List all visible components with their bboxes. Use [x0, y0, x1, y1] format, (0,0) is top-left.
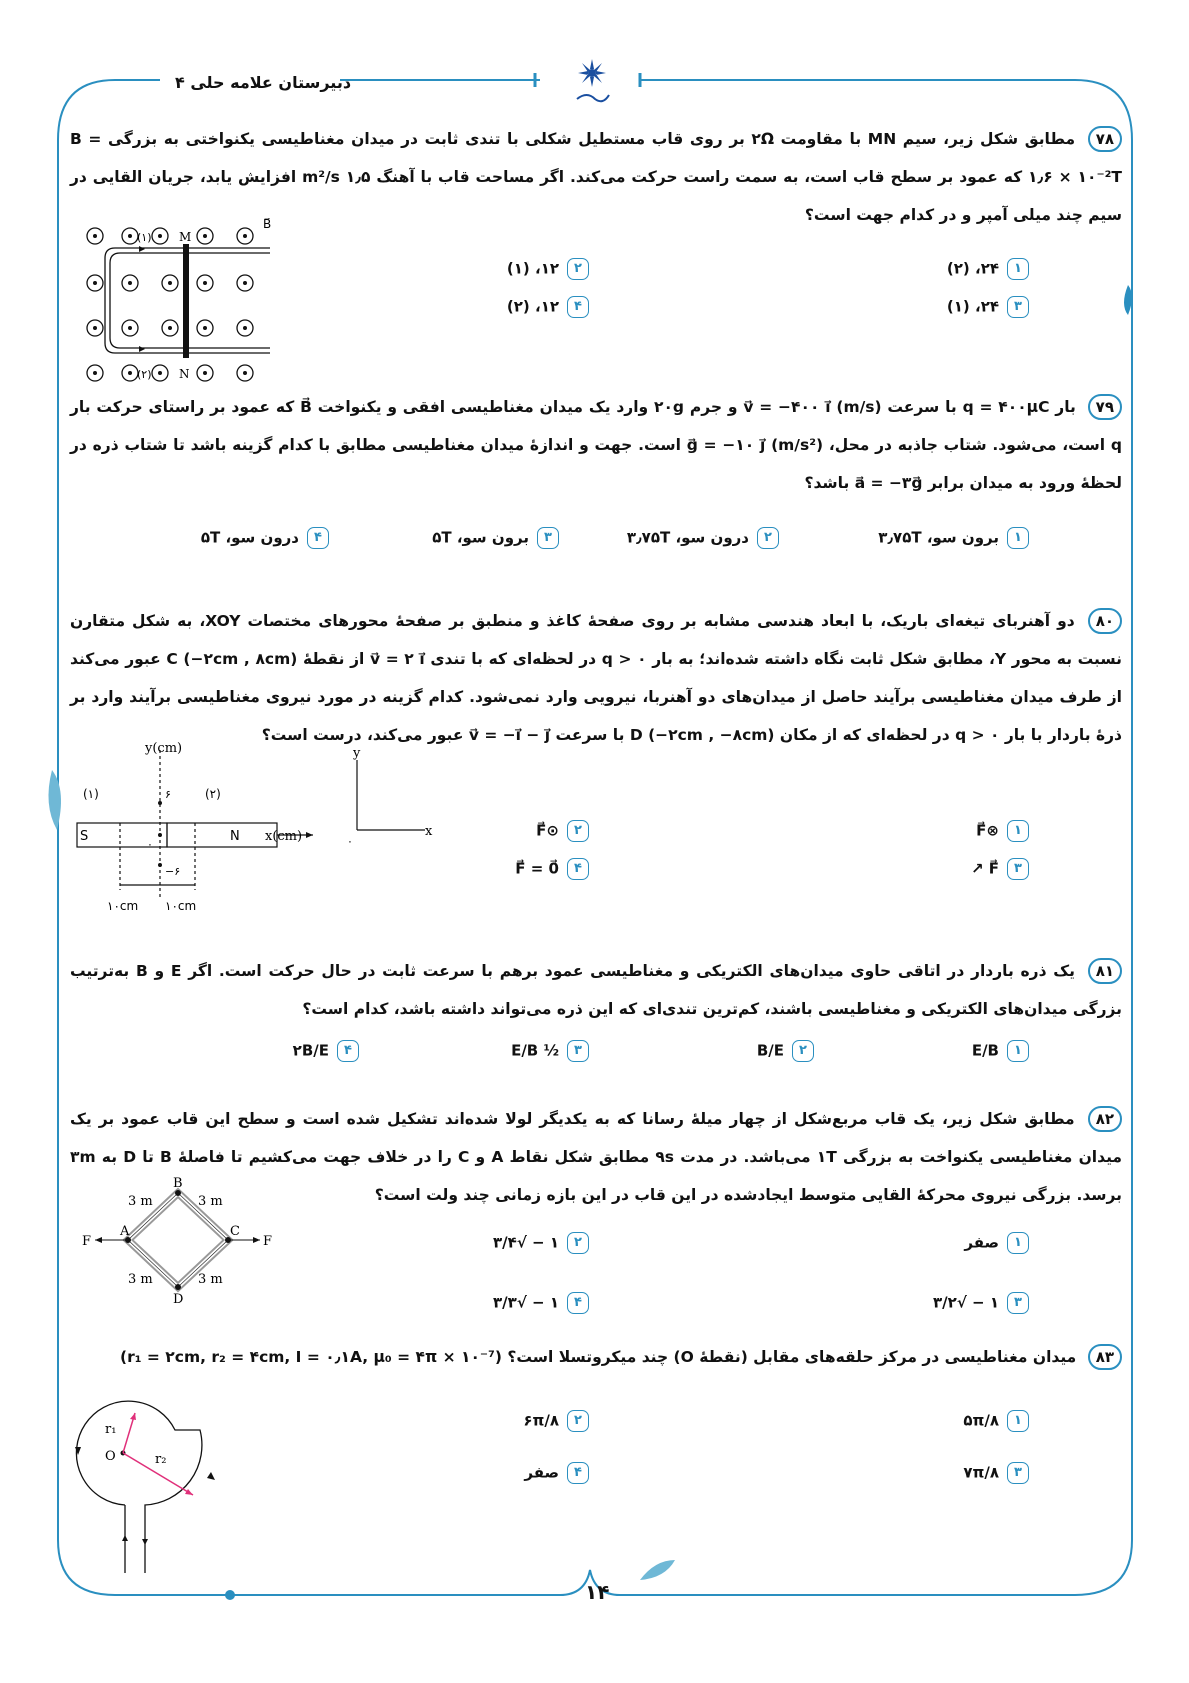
question-number: ۷۸: [1088, 126, 1122, 152]
svg-text:(۲): (۲): [137, 368, 152, 381]
svg-text:x: x: [425, 824, 433, 839]
option-4[interactable]: ۴۲B/E: [293, 1040, 359, 1062]
svg-text:۰: ۰: [347, 835, 353, 848]
question-text: دو آهنربای تیغه‌ای باریک، با ابعاد هندسی مشابه بر روی صفحهٔ کاغذ و منطبق بر صفحهٔ محورهای مختصات XOY، به شکل متقارن نسبت به محور Y، مطابق شکل ثابت نگاه داشته شده‌اند؛ به بار q > ۰ در لحظه‌ای که با تندی v⃗ = ۲ i⃗ از نقطهٔ C (−۲cm , ۸cm) عبور می‌کند از طرف میدان مغناطیسی برآیند حاصل از میدان‌های دو آهنربا، نیرویی وارد نمی‌شود. کدام گزینه در مورد نیروی مغناطیسی برآیند وارد بر ذرهٔ باردار با بار q > ۰ در لحظه‌ای که از مکان D (−۲cm , −۸cm) با سرعت v⃗ = −i⃗ − j⃗ عبور می‌کند، درست است؟: [70, 612, 1122, 744]
option-1[interactable]: ۱۲۴، (۲): [947, 258, 1029, 280]
question-text: بار q = ۴۰۰μC با سرعت v⃗ = −۴۰۰ i⃗ (m/s) و جرم ۲۰g وارد یک میدان مغناطیسی افقی و یکنواخت B⃗ که عمود بر راستای حرکت بار q است، می‌شود. شتاب جاذبه در محل، g⃗ = −۱۰ j⃗ (m/s²) است. جهت و اندازهٔ میدان مغناطیسی مطابق با کدام گزینه باشد تا شتاب ذره در لحظهٔ ورود به میدان برابر a⃗ = −۳g⃗ باشد؟: [70, 398, 1122, 492]
svg-text:(۱): (۱): [83, 787, 99, 801]
option-3[interactable]: ۳برون سو، ۵T: [432, 527, 559, 549]
question-number: ۸۰: [1088, 608, 1122, 634]
option-3[interactable]: ۳۲۴، (۱): [947, 296, 1029, 318]
option-3[interactable]: ۳۱ − √۳/۲: [933, 1292, 1029, 1314]
question-text: مطابق شکل زیر، سیم MN با مقاومت ۲Ω بر روی قاب مستطیل شکلی با تندی ثابت در میدان مغناطیسی یکنواختی به بزرگی B = ۱٫۶ × ۱۰⁻²T که عمود بر سطح قاب است، به سمت راست حرکت می‌کند. اگر مساحت قاب با آهنگ ۱٫۵ m²/s افزایش یابد، جریان القایی در سیم چند میلی آمپر و در کدام جهت است؟: [70, 130, 1122, 224]
question-79: [70, 388, 1122, 502]
question-80: [70, 602, 1122, 754]
svg-text:C: C: [230, 1224, 240, 1239]
option-1[interactable]: ۱E/B: [972, 1040, 1029, 1062]
option-3[interactable]: ۳½ E/B: [511, 1040, 589, 1062]
option-4[interactable]: ۴درون سو، ۵T: [201, 527, 329, 549]
option-2[interactable]: ۲۱ − √۳/۴: [493, 1232, 589, 1254]
svg-text:F: F: [263, 1234, 273, 1249]
option-4[interactable]: ۴F⃗ = 0⃗: [515, 858, 589, 880]
option-2[interactable]: ۲۶π/۸: [523, 1410, 589, 1432]
svg-text:(۱): (۱): [137, 231, 152, 244]
field-label: B⃗: [263, 218, 272, 231]
option-2[interactable]: ۲درون سو، ۳٫۷۵T: [627, 527, 779, 549]
option-4[interactable]: ۴۱۲، (۲): [507, 296, 589, 318]
question-text: مطابق شکل زیر، یک قاب مربع‌شکل از چهار میلهٔ رسانا که به یکدیگر لولا شده‌اند تشکیل شده است و سطح این قاب عمود بر یک میدان مغناطیسی یکنواخت به بزرگی ۱T می‌باشد. در مدت ۹s مطابق شکل نقاط A و C را در خلاف جهت می‌کشیم تا فاصلهٔ B تا D به ۳m برسد. بزرگی نیروی محرکهٔ القایی متوسط ایجادشده در این قاب در این بازه زمانی چند ولت است؟: [70, 1110, 1122, 1204]
svg-text:−۶: −۶: [165, 865, 181, 878]
svg-text:r₂: r₂: [155, 1452, 167, 1467]
svg-text:۶: ۶: [165, 788, 171, 801]
question-78: [70, 120, 1122, 234]
svg-text:F: F: [82, 1234, 92, 1249]
option-1[interactable]: ۱۵π/۸: [963, 1410, 1029, 1432]
question-number: ۷۹: [1088, 394, 1122, 420]
svg-text:r₁: r₁: [105, 1422, 117, 1437]
svg-text:3 m: 3 m: [198, 1272, 223, 1287]
svg-text:۰: ۰: [147, 838, 153, 851]
option-2[interactable]: ۲۱۲، (۱): [507, 258, 589, 280]
svg-text:(۲): (۲): [205, 787, 221, 801]
option-2[interactable]: ۲⊙F⃗: [536, 820, 589, 842]
svg-text:D: D: [173, 1292, 184, 1305]
question-text: میدان مغناطیسی در مرکز حلقه‌های مقابل (نقطهٔ O) چند میکروتسلا است؟ (r₁ = ۲cm, r₂ = ۴cm, I = ۰٫۱A, μ₀ = ۴π × ۱۰⁻⁷): [120, 1348, 1077, 1366]
svg-text:S: S: [80, 829, 89, 844]
svg-text:O: O: [105, 1449, 116, 1464]
question-number: ۸۳: [1088, 1344, 1122, 1370]
svg-text:x(cm): x(cm): [265, 829, 303, 844]
svg-text:N: N: [179, 367, 190, 381]
figure-78-circuit: [75, 218, 285, 388]
question-number: ۸۱: [1088, 958, 1122, 984]
svg-text:M: M: [179, 230, 192, 244]
school-logo-icon: [567, 55, 617, 107]
svg-text:3 m: 3 m: [128, 1194, 153, 1209]
svg-text:N: N: [230, 829, 240, 844]
option-4[interactable]: ۴۱ − √۳/۳: [493, 1292, 589, 1314]
option-4[interactable]: ۴صفر: [524, 1462, 589, 1484]
option-2[interactable]: ۲B/E: [757, 1040, 814, 1062]
option-3[interactable]: ۳۷π/۸: [963, 1462, 1029, 1484]
figure-80-magnets: [75, 740, 325, 920]
svg-text:B: B: [173, 1176, 183, 1191]
page-number: ۱۴: [585, 1580, 610, 1604]
svg-text:y(cm): y(cm): [145, 741, 183, 756]
svg-text:3 m: 3 m: [128, 1272, 153, 1287]
svg-text:A: A: [120, 1224, 130, 1239]
figure-80-axes: [345, 745, 435, 855]
svg-text:y: y: [353, 746, 361, 761]
school-name: دبیرستان علامه حلی ۴: [175, 73, 352, 92]
question-81: [70, 952, 1122, 1028]
option-1[interactable]: ۱برون سو، ۳٫۷۵T: [878, 527, 1029, 549]
figure-82-square-frame: [80, 1175, 280, 1305]
question-text: یک ذره باردار در اتاقی حاوی میدان‌های الکتریکی و مغناطیسی عمود برهم با سرعت ثابت در حال حرکت است. اگر E و B به‌ترتیب بزرگی میدان‌های الکتریکی و مغناطیسی باشند، کم‌ترین تندی‌ای که این ذره می‌تواند داشته باشد، کدام است؟: [70, 962, 1122, 1018]
svg-text:3 m: 3 m: [198, 1194, 223, 1209]
svg-text:۱۰cm: ۱۰cm: [107, 899, 139, 913]
svg-text:۱۰cm: ۱۰cm: [165, 899, 197, 913]
question-83: [70, 1338, 1122, 1376]
option-1[interactable]: ۱صفر: [964, 1232, 1029, 1254]
figure-83-loops: [75, 1385, 245, 1575]
option-1[interactable]: ۱⊗F⃗: [976, 820, 1029, 842]
option-3[interactable]: ۳F⃗ ↗: [971, 858, 1029, 880]
question-number: ۸۲: [1088, 1106, 1122, 1132]
